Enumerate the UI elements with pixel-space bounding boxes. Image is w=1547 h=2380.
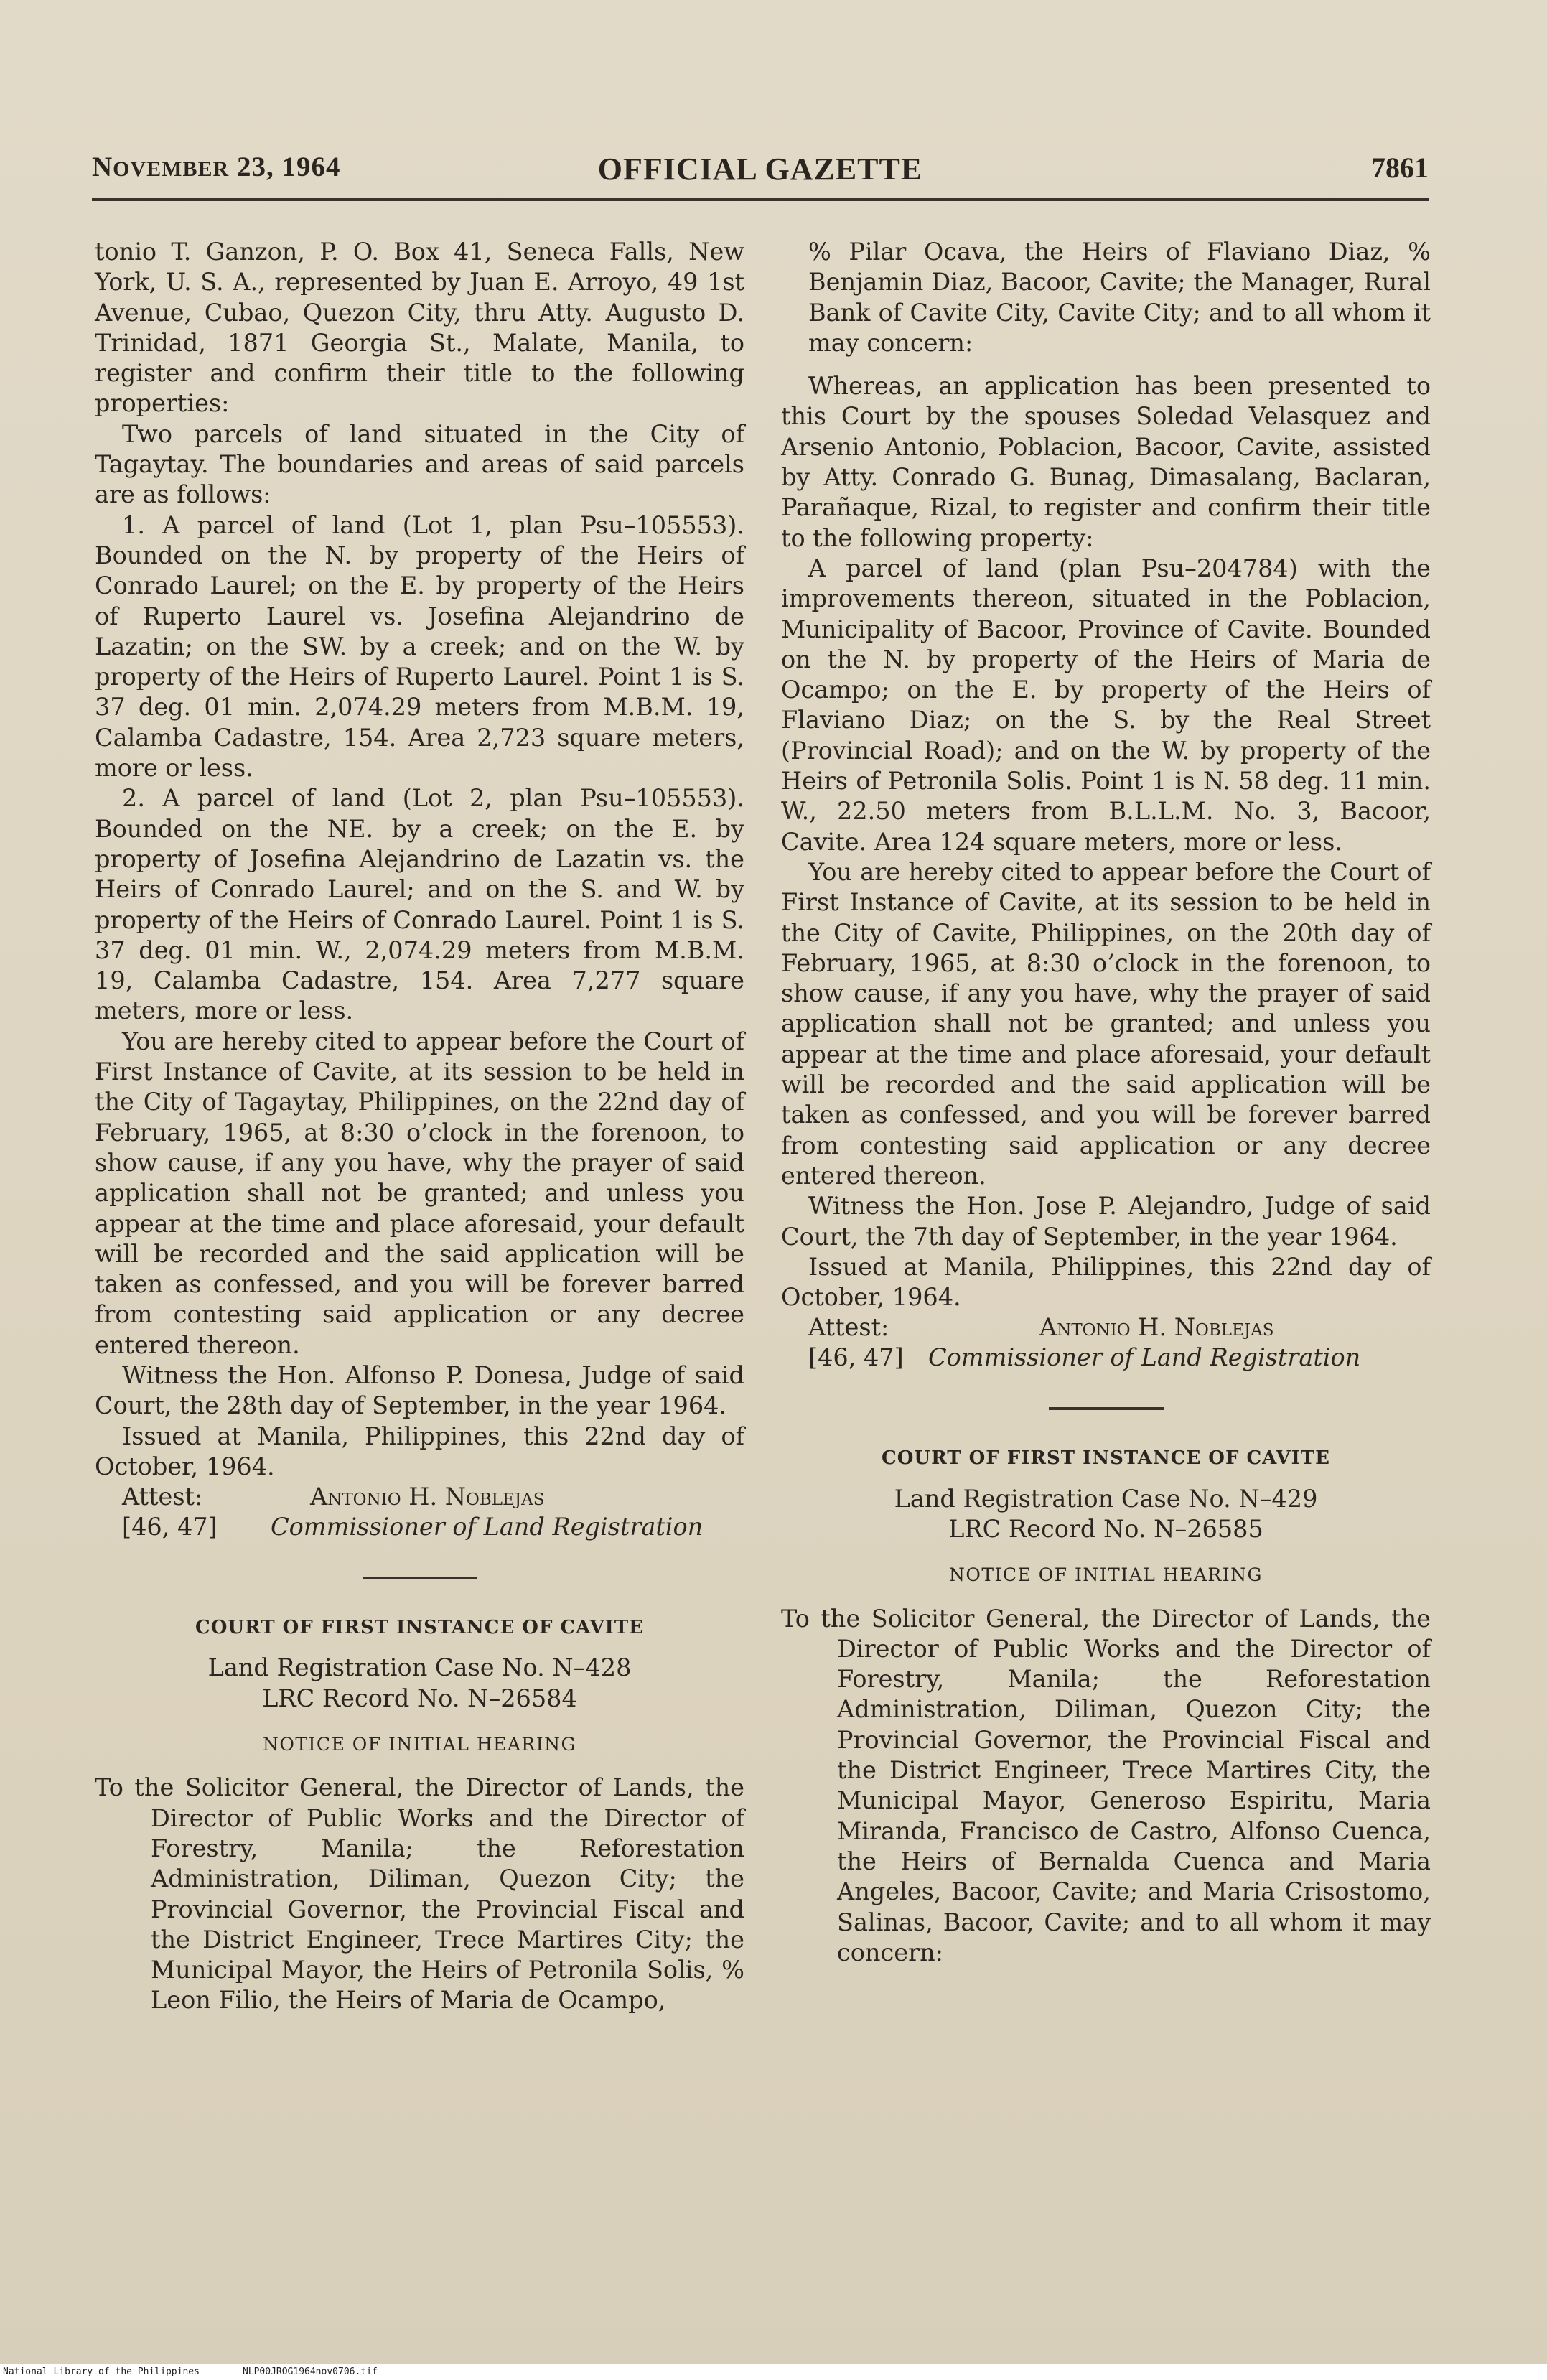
right-role: Commissioner of Land Registration: [928, 1343, 1361, 1372]
right-notice-heading: NOTICE OF INITIAL HEARING: [949, 1564, 1263, 1586]
left-signature-line: [95, 1512, 744, 1544]
left-para-2: Two parcels of land situated in the City of Tagaytay. The boundaries and areas of said parcels are as follows:: [95, 419, 744, 509]
left-column: [95, 237, 744, 2016]
left-role: Commissioner of Land Registration: [271, 1513, 704, 1541]
right-case-number: Land Registration Case No. N–429: [894, 1484, 1318, 1513]
right-court-heading: COURT OF FIRST INSTANCE OF CAVITE: [882, 1447, 1330, 1470]
right-lrc-number: LRC Record No. N–26585: [948, 1514, 1263, 1543]
header-date-initial: N: [92, 151, 113, 182]
left-attest-label: Attest:: [122, 1483, 203, 1511]
left-section-divider: [363, 1577, 477, 1579]
right-section-divider: [1049, 1407, 1164, 1410]
right-ref: [46, 47]: [808, 1343, 904, 1372]
right-para-1: % Pilar Ocava, the Heirs of Flaviano Diaz, % Benjamin Diaz, Bacoor, Cavite; the Manager, Rural Bank of Cavite City, Cavite City; and to all whom it may concern:: [808, 238, 1431, 357]
left-ref: [46, 47]: [122, 1513, 218, 1541]
header-title: OFFICIAL GAZETTE: [597, 151, 923, 187]
left-case-number: Land Registration Case No. N–428: [207, 1653, 632, 1682]
left-para-1: tonio T. Ganzon, P. O. Box 41, Seneca Falls, New York, U. S. A., represented by Juan E. Arroyo, 49 1st Avenue, Cubao, Quezon City, thru Atty. Augusto D. Trinidad, 1871 Georgia St., Malate, Manila, to register and confirm their title to the following properties:: [95, 238, 744, 418]
left-lrc-number: LRC Record No. N–26584: [262, 1684, 577, 1712]
left-para-5: You are hereby cited to appear before the Court of First Instance of Cavite, at its session to be held in the City of Tagaytay, Philippines, on the 22nd day of February, 1965, at 8:30 o’clock in the forenoon, to show cause, if any you have, why the prayer of said application shall not be granted; and unless you appear at the time and place aforesaid, your default will be recorded and the said application will be taken as confessed, and you will be forever barred from contesting said application or any decree entered thereon.: [95, 1027, 744, 1359]
header-page-number: 7861: [1371, 151, 1429, 184]
left-attest: [95, 1482, 744, 1512]
header-date-month: OVEMBER: [113, 157, 230, 181]
page-header: [92, 151, 1429, 194]
footer-library: National Library of the Philippines: [3, 2366, 200, 2377]
header-date-day-year: 23, 1964: [236, 151, 341, 182]
right-para-4: You are hereby cited to appear before the Court of First Instance of Cavite, at its session to be held in the City of Cavite, Philippines, on the 20th day of February, 1965, at 8:30 o’clock in the forenoon, to show cause, if any you have, why the prayer of said application shall not be granted; and unless you appear at the time and place aforesaid, your default will be recorded and the said application will be taken as confessed, and you will be forever barred from contesting said application or any decree entered thereon.: [781, 857, 1431, 1190]
right-para-5: Witness the Hon. Jose P. Alejandro, Judge of said Court, the 7th day of September, in the year 1964.: [781, 1192, 1431, 1251]
header-rule: [92, 198, 1429, 201]
left-para-7: Issued at Manila, Philippines, this 22nd day of October, 1964.: [95, 1422, 744, 1480]
left-para-4: 2. A parcel of land (Lot 2, plan Psu–105553). Bounded on the NE. by a creek; on the E. by property of Josefina Alejandrino de Lazatin vs. the Heirs of Conrado Laurel; and on the S. and W. by property of the Heirs of Conrado Laurel. Point 1 is S. 37 deg. 01 min. W., 2,074.29 meters from M.B.M. 19, Calamba Cadastre, 154. Area 7,277 square meters, more or less.: [95, 784, 744, 1025]
right-para-2: Whereas, an application has been presented to this Court by the spouses Soledad Velasquez and Arsenio Antonio, Poblacion, Bacoor, Cavite, assisted by Atty. Conrado G. Bunag, Dimasalang, Baclaran, Parañaque, Rizal, to register and confirm their title to the following property:: [781, 372, 1431, 552]
right-addressees: To the Solicitor General, the Director of Lands, the Director of Public Works and the Director of Forestry, Manila; the Reforestation Administration, Diliman, Quezon City; the Provincial Governor, the Provincial Fiscal and the District Engineer, Trece Martires City, the Municipal Mayor, Generoso Espiritu, Maria Miranda, Francisco de Castro, Alfonso Cuenca, the Heirs of Bernalda Cuenca and Maria Angeles, Bacoor, Cavite; and Maria Crisostomo, Salinas, Bacoor, Cavite; and to all whom it may concern:: [781, 1604, 1431, 1966]
left-notice-heading: NOTICE OF INITIAL HEARING: [263, 1734, 576, 1755]
right-attest-name: Antonio H. Noblejas: [1039, 1313, 1274, 1342]
right-column: [781, 237, 1431, 1968]
right-signature-line: [781, 1343, 1431, 1374]
left-addressees: To the Solicitor General, the Director of Lands, the Director of Public Works and the Director of Forestry, Manila; the Reforestation Administration, Diliman, Quezon City; the Provincial Governor, the Provincial Fiscal and the District Engineer, Trece Martires City; the Municipal Mayor, the Heirs of Petronila Solis, % Leon Filio, the Heirs of Maria de Ocampo,: [95, 1773, 744, 2015]
right-para-6: Issued at Manila, Philippines, this 22nd day of October, 1964.: [781, 1252, 1431, 1312]
left-para-6: Witness the Hon. Alfonso P. Donesa, Judge of said Court, the 28th day of September, in the year 1964.: [95, 1361, 744, 1420]
footer-file: NLP00JROG1964nov0706.tif: [242, 2366, 378, 2377]
right-attest-label: Attest:: [808, 1313, 889, 1342]
left-attest-name: Antonio H. Noblejas: [310, 1483, 545, 1511]
left-para-3: 1. A parcel of land (Lot 1, plan Psu–105553). Bounded on the N. by property of the Heirs of Conrado Laurel; on the E. by property of the Heirs of Ruperto Laurel vs. Josefina Alejandrino de Lazatin; on the SW. by a creek; and on the W. by property of the Heirs of Ruperto Laurel. Point 1 is S. 37 deg. 01 min. 2,074.29 meters from M.B.M. 19, Calamba Cadastre, 154. Area 2,723 square meters, more or less.: [95, 510, 744, 783]
right-para-3: A parcel of land (plan Psu–204784) with the improvements thereon, situated in the Poblacion, Municipality of Bacoor, Province of Cavite. Bounded on the N. by property of the Heirs of Maria de Ocampo; on the E. by property of the Heirs of Flaviano Diaz; on the S. by the Real Street (Provincial Road); and on the W. by property of the Heirs of Petronila Solis. Point 1 is N. 58 deg. 11 min. W., 22.50 meters from B.L.L.M. No. 3, Bacoor, Cavite. Area 124 square meters, more or less.: [781, 554, 1431, 856]
left-court-heading: COURT OF FIRST INSTANCE OF CAVITE: [195, 1617, 644, 1639]
scan-footer: [0, 2364, 1547, 2380]
right-attest: [781, 1312, 1431, 1343]
